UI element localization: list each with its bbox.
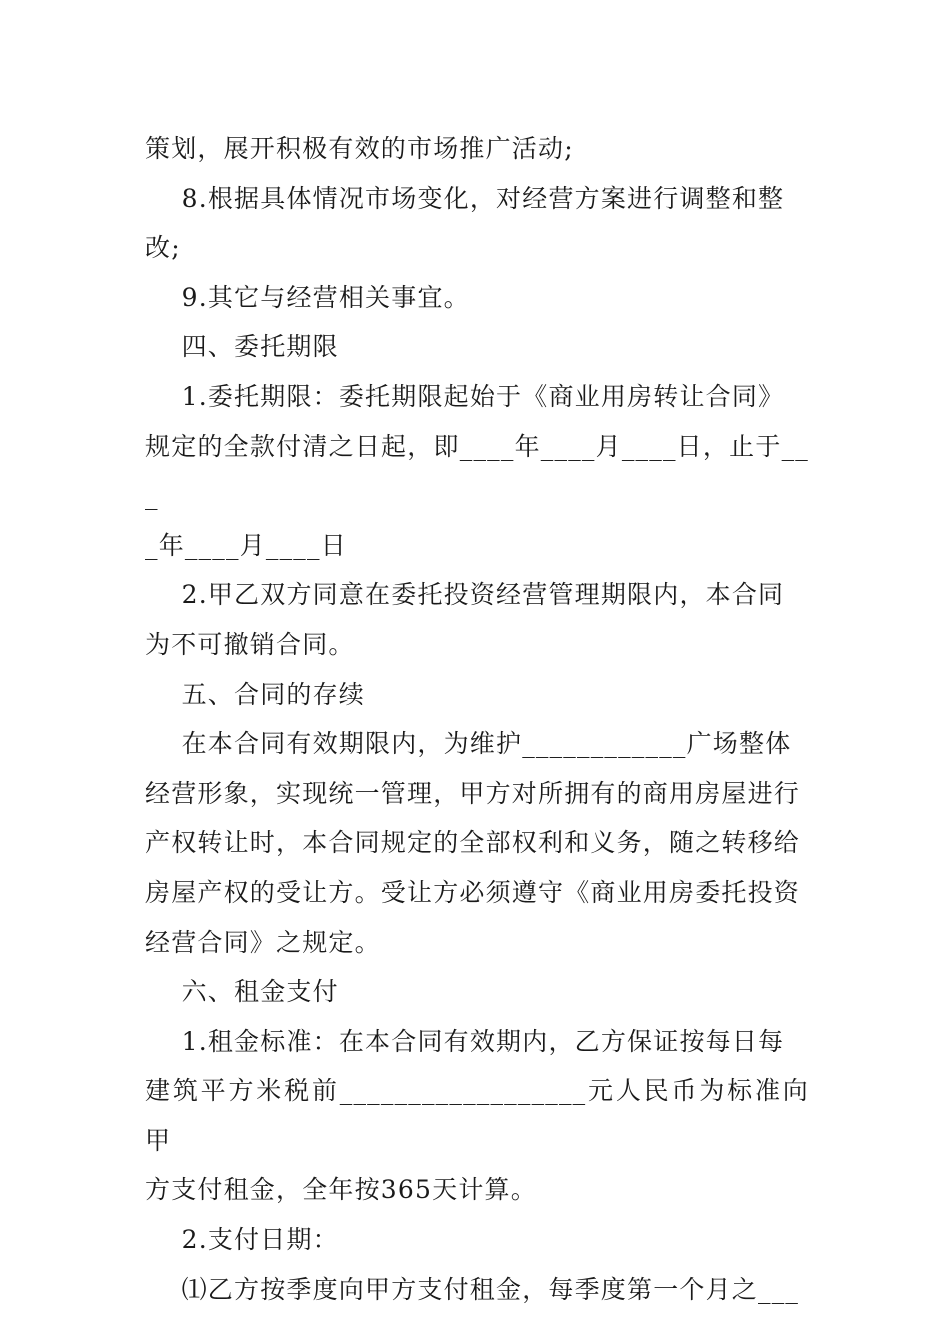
text-line: 房屋产权的受让方。受让方必须遵守《商业用房委托投资 xyxy=(145,877,801,907)
text-line: 方支付租金，全年按365天计算。 xyxy=(145,1175,537,1205)
text-line: 1.租金标准：在本合同有效期内，乙方保证按每日每 xyxy=(145,1026,785,1056)
text-line: 产权转让时，本合同规定的全部权利和义务，随之转移给 xyxy=(145,828,801,858)
text-line: 在本合同有效期限内，为维护____________广场整体 xyxy=(145,729,792,759)
text-line: 为不可撤销合同。 xyxy=(145,629,355,659)
text-line: 1.委托期限：委托期限起始于《商业用房转让合同》 xyxy=(145,381,785,411)
text-line: 改; xyxy=(145,233,181,263)
section-heading: 六、租金支付 xyxy=(145,977,339,1007)
text-line: ⑴乙方按季度向甲方支付租金，每季度第一个月之___ xyxy=(145,1274,800,1304)
text-line: 策划，展开积极有效的市场推广活动; xyxy=(145,134,574,163)
text-line: 9.其它与经营相关事宜。 xyxy=(145,282,470,312)
section-heading: 四、委托期限 xyxy=(145,332,339,362)
section-heading: 五、合同的存续 xyxy=(145,679,365,709)
text-line: _年____月____日 xyxy=(145,530,347,560)
text-line: 规定的全款付清之日起，即____年____月____日，止于___ xyxy=(145,431,809,511)
text-line: 8.根据具体情况市场变化，对经营方案进行调整和整 xyxy=(145,183,785,213)
text-line: 2.支付日期： xyxy=(145,1225,339,1255)
text-line: 2.甲乙双方同意在委托投资经营管理期限内，本合同 xyxy=(145,580,785,610)
document-body xyxy=(145,124,809,1314)
text-line: 建筑平方米税前__________________元人民币为标准向甲 xyxy=(145,1076,809,1155)
text-line: 经营合同》之规定。 xyxy=(145,927,381,957)
text-line: 经营形象，实现统一管理，甲方对所拥有的商用房屋进行 xyxy=(145,778,801,808)
